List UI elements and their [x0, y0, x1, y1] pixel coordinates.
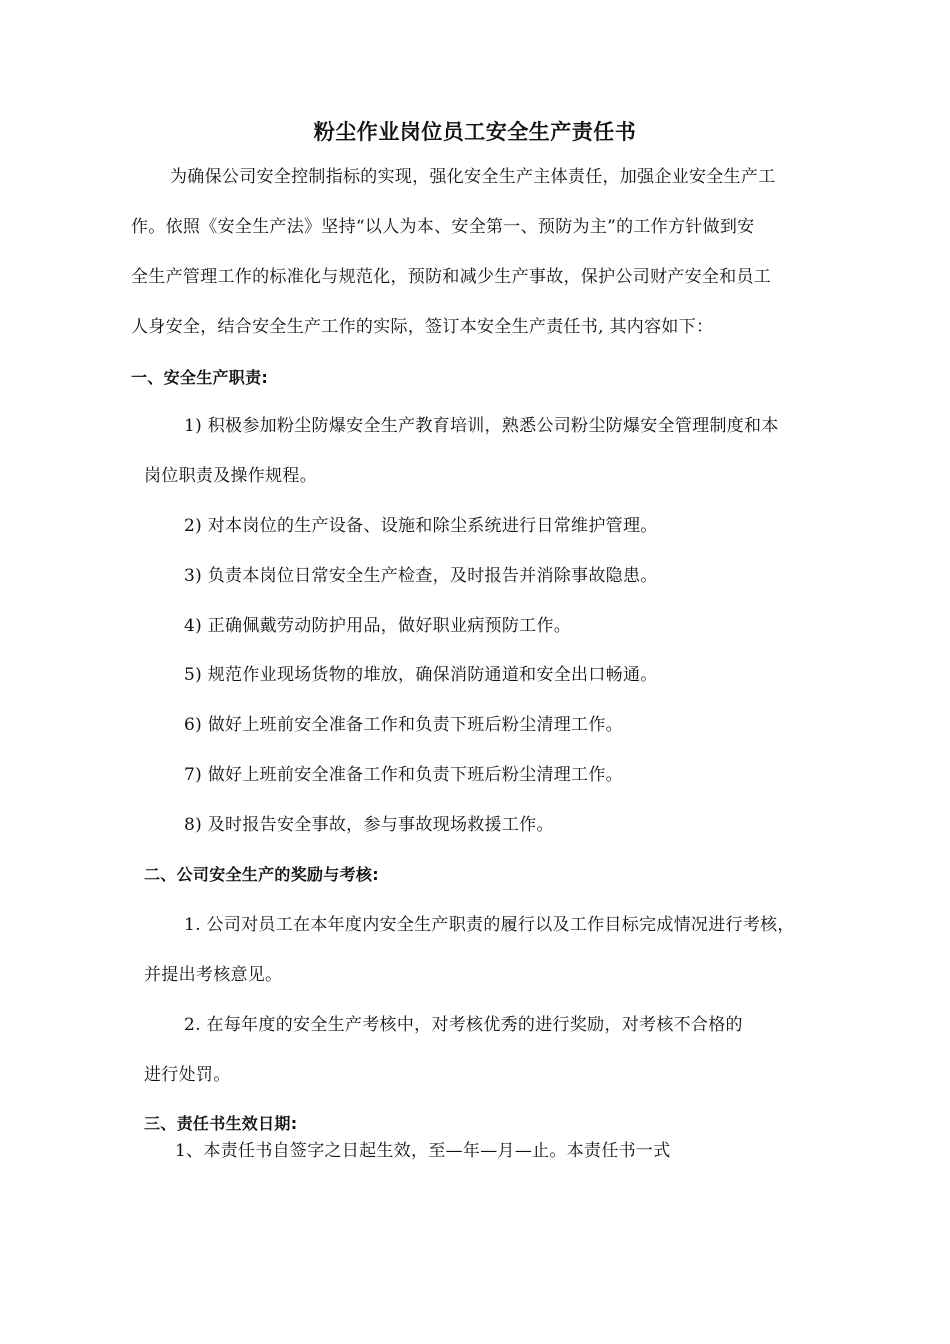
intro-line-2: 作。依照《安全生产法》坚持“以人为本、安全第一、预防为主”的工作方针做到安: [131, 217, 755, 237]
duty-item-1: 1) 积极参加粉尘防爆安全生产教育培训，熟悉公司粉尘防爆安全管理制度和本: [184, 416, 779, 436]
intro-line-4: 人身安全，结合安全生产工作的实际，签订本安全生产责任书, 其内容如下：: [131, 317, 714, 337]
effective-date-item-1: 1、本责任书自签字之日起生效，至—年—月—止。本责任书一式: [175, 1141, 671, 1161]
section-1-heading: 一、安全生产职责:: [131, 368, 269, 387]
duty-item-6: 6) 做好上班前安全准备工作和负责下班后粉尘清理工作。: [184, 715, 623, 735]
assessment-item-2: 2. 在每年度的安全生产考核中，对考核优秀的进行奖励，对考核不合格的: [184, 1015, 743, 1035]
assessment-item-1: 1. 公司对员工在本年度内安全生产职责的履行以及工作目标完成情况进行考核，: [184, 915, 795, 935]
intro-line-3: 全生产管理工作的标准化与规范化，预防和减少生产事故，保护公司财产安全和员工: [131, 267, 772, 287]
duty-item-3: 3) 负责本岗位日常安全生产检查，及时报告并消除事故隐患。: [184, 566, 658, 586]
section-2-heading: 二、公司安全生产的奖励与考核:: [144, 865, 379, 884]
duty-item-1-cont: 岗位职责及操作规程。: [144, 466, 317, 486]
assessment-item-1-cont: 并提出考核意见。: [144, 965, 283, 985]
duty-item-5: 5) 规范作业现场货物的堆放，确保消防通道和安全出口畅通。: [184, 665, 658, 685]
duty-item-8: 8) 及时报告安全事故，参与事故现场救援工作。: [184, 815, 554, 835]
section-3-heading: 三、责任书生效日期:: [144, 1114, 298, 1133]
duty-item-2: 2) 对本岗位的生产设备、设施和除尘系统进行日常维护管理。: [184, 516, 658, 536]
assessment-item-2-cont: 进行处罚。: [144, 1065, 231, 1085]
duty-item-7: 7) 做好上班前安全准备工作和负责下班后粉尘清理工作。: [184, 765, 623, 785]
document-title: 粉尘作业岗位员工安全生产责任书: [313, 119, 637, 144]
duty-item-4: 4) 正确佩戴劳动防护用品，做好职业病预防工作。: [184, 616, 572, 636]
intro-line-1: 为确保公司安全控制指标的实现，强化安全生产主体责任，加强企业安全生产工: [170, 167, 776, 187]
